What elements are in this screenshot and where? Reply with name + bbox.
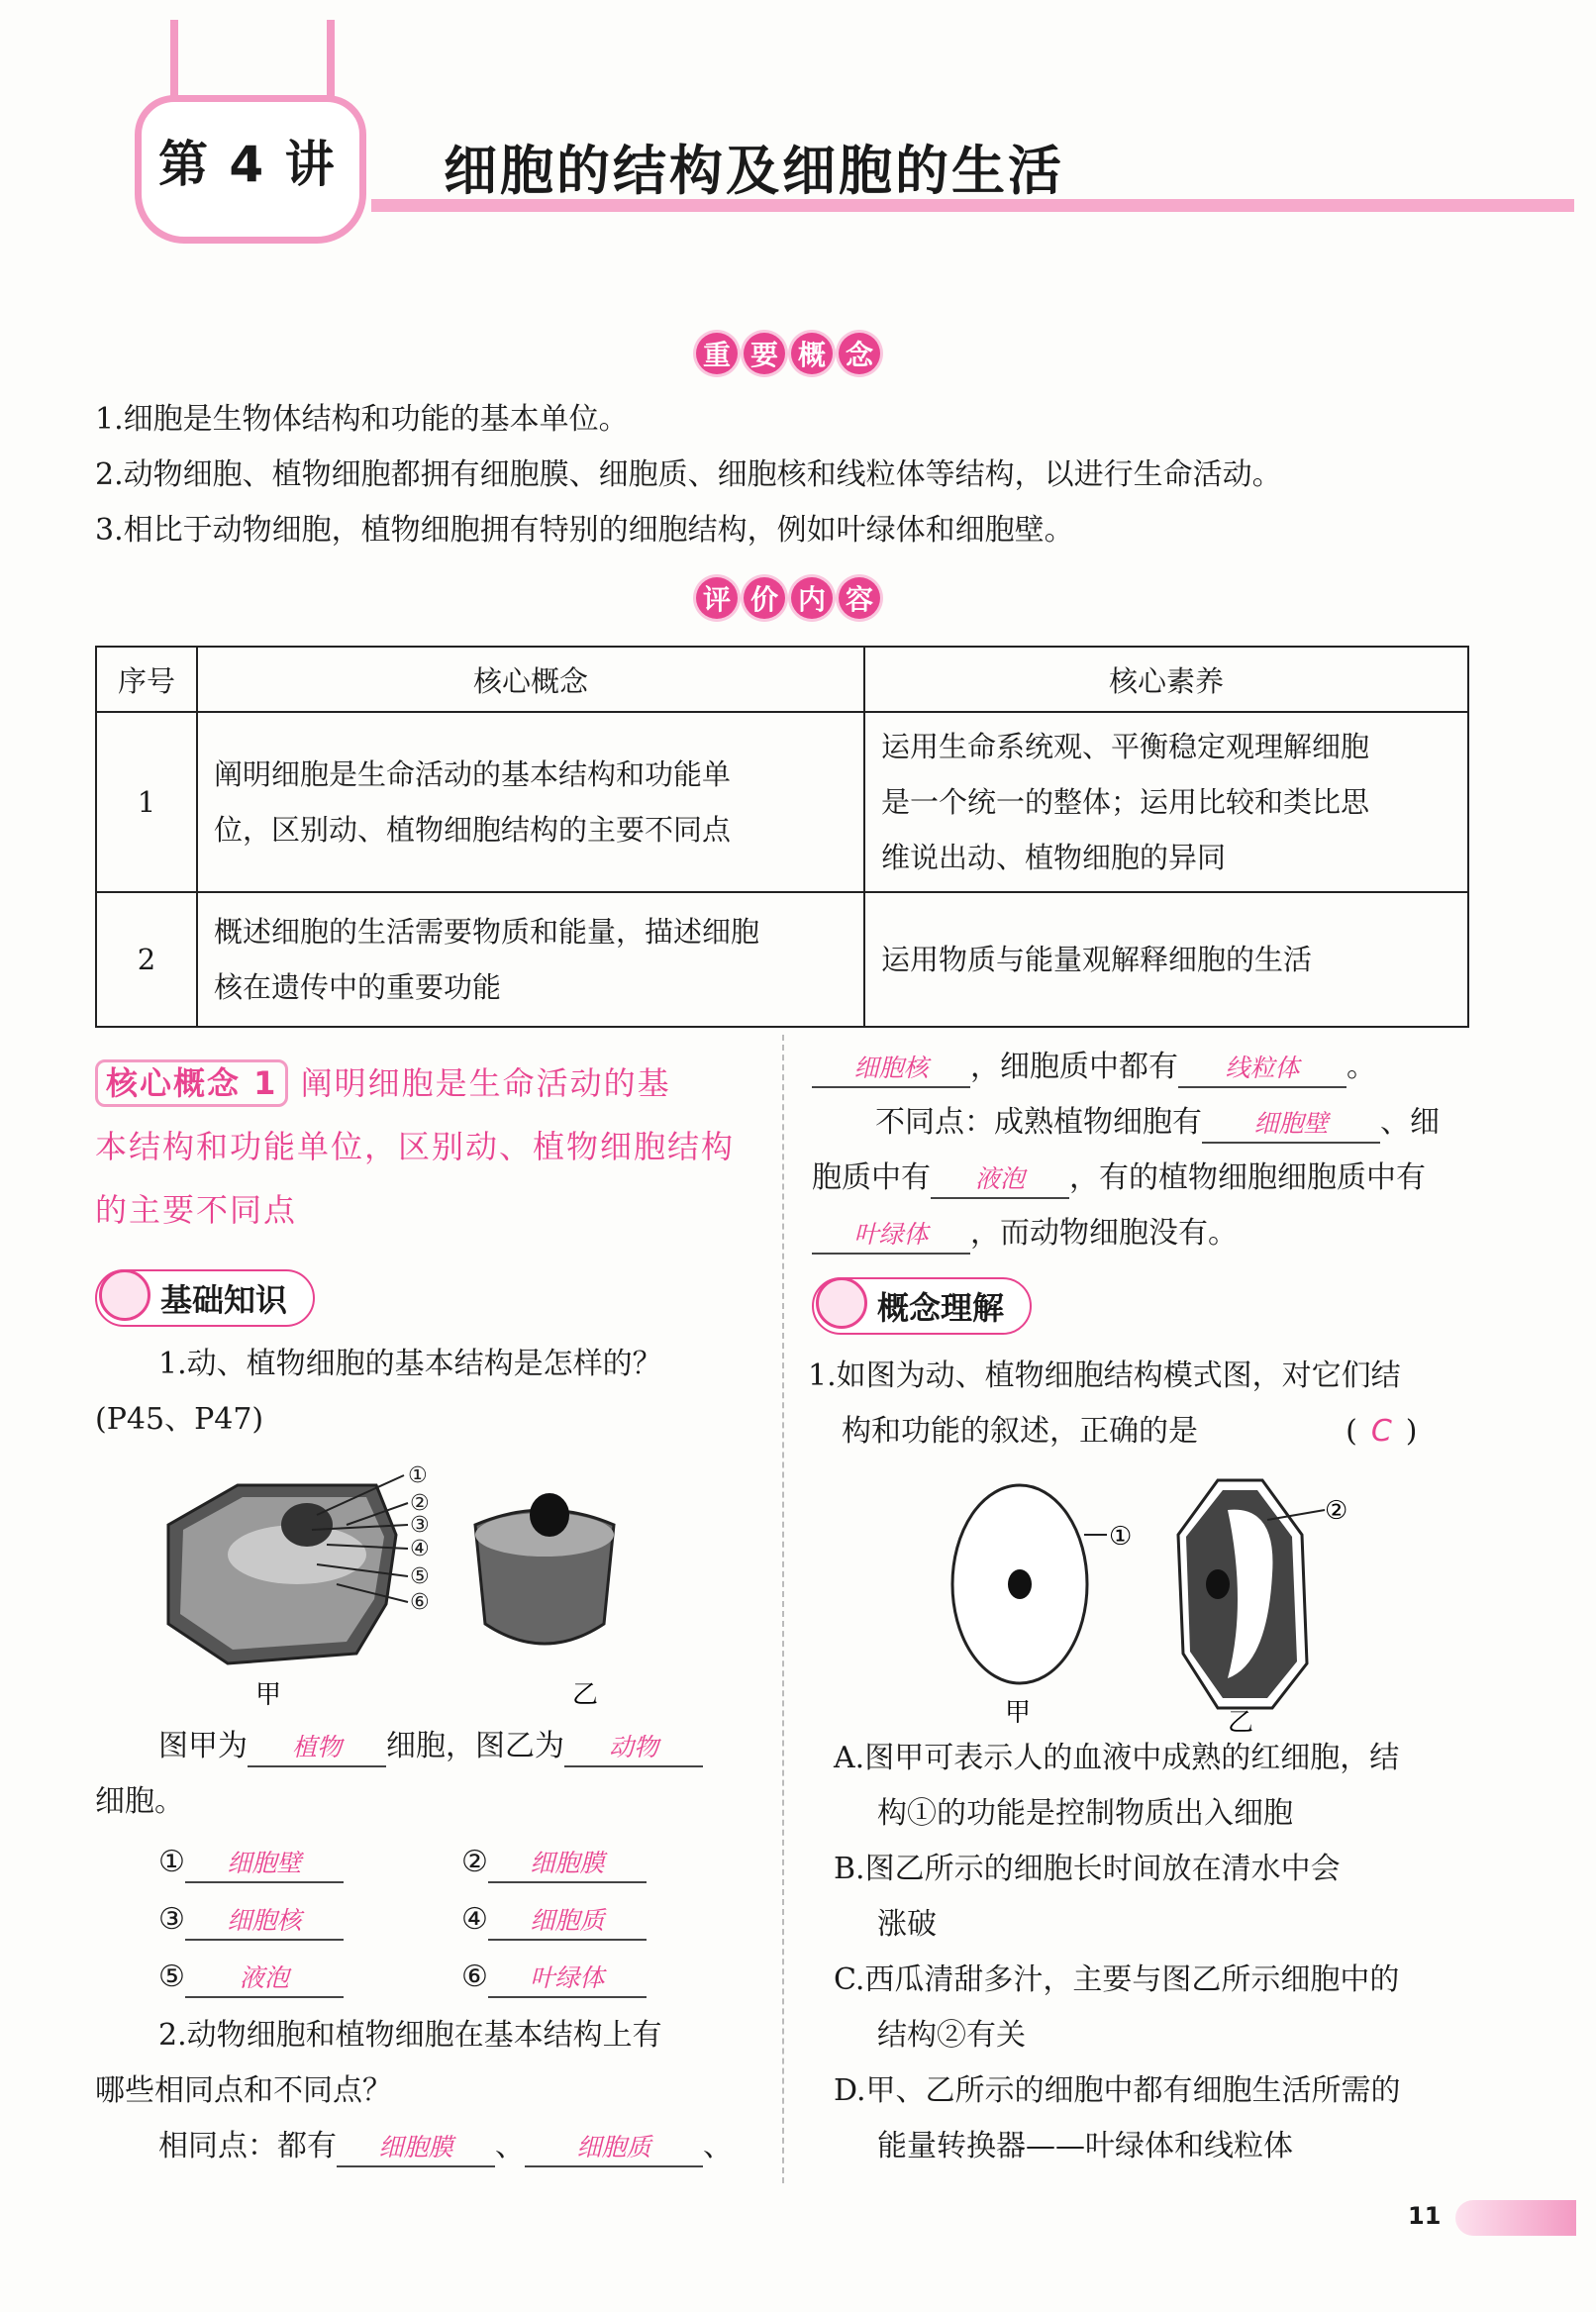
plant-cell-diagram [1178, 1480, 1347, 1733]
fig-label-a: 甲 [255, 1680, 282, 1710]
core-concept-label: 核心概念 1 [95, 1059, 288, 1107]
fig-part-label: ⑥ [410, 1590, 430, 1615]
animal-cell-illustration [475, 1493, 614, 1644]
option-a[interactable]: A.图甲可表示人的血液中成熟的红细胞，结 构①的功能是控制物质出入细胞 [834, 1741, 1400, 1831]
part-answers: ① 细胞壁 ② 细胞膜 ③ 细胞核 ④ 细胞质 ⑤ 液泡 ⑥ 叶绿体 [158, 1834, 647, 2006]
fig-part-label: ④ [410, 1537, 430, 1561]
table-row: 2 概述细胞的生活需要物质和能量，描述细胞 核在遗传中的重要功能 运用物质与能量观解释细胞的生活 [96, 892, 1468, 1027]
fill-cell-types: 图甲为 植物 细胞，图乙为 动物 细胞。 [95, 1719, 703, 1830]
animal-cell-diagram [952, 1485, 1132, 1728]
fig-part-label: ① [408, 1463, 428, 1488]
answer-choice: C [1370, 1414, 1392, 1449]
table-header: 核心素养 [864, 647, 1468, 712]
cell-3d-figure [149, 1456, 703, 1713]
lesson-number: 第 4 讲 [158, 136, 337, 193]
concept-item: 3.相比于动物细胞，植物细胞拥有特别的细胞结构，例如叶绿体和细胞壁。 [95, 513, 1074, 548]
concept-understanding-tag: 概念理解 [812, 1277, 1032, 1335]
option-d[interactable]: D.甲、乙所示的细胞中都有细胞生活所需的 能量转换器——叶绿体和线粒体 [834, 2073, 1401, 2163]
svg-text:乙: 乙 [1228, 1708, 1254, 1733]
plant-cell-illustration [168, 1485, 396, 1663]
concept-item: 1.细胞是生物体结构和功能的基本单位。 [95, 402, 629, 437]
header-strap-right [327, 20, 335, 99]
options-list [834, 1731, 1401, 2174]
table-header: 核心概念 [197, 647, 864, 712]
important-concepts-heading: 重 要 概 念 [696, 333, 880, 374]
basic-q2: 2.动物细胞和植物细胞在基本结构上有 哪些相同点和不同点？ 相同点：都有 细胞膜 、 细胞质 、 [95, 2008, 733, 2174]
option-c[interactable]: C.西瓜清甜多汁，主要与图乙所示细胞中的 结构②有关 [834, 1962, 1400, 2053]
fig-part-label: ⑤ [410, 1564, 430, 1589]
cell-diagram [931, 1465, 1446, 1733]
same-diff-continued: 细胞核 ，细胞质中都有 线粒体 。 不同点：成熟植物细胞有 细胞壁 、细 胞质中有 液泡 ，有的植物细胞细胞质中有 叶绿体 ，而动物细胞没有。 [812, 1040, 1440, 1261]
important-concepts-list [95, 392, 1282, 558]
fig-part-label: ② [410, 1491, 430, 1516]
core-concept-block: 核心概念 1 阐明细胞是生命活动的基 本结构和功能单位，区别动、植物细胞结构 的主要不同点 [95, 1052, 768, 1242]
basic-knowledge-tag: 基础知识 [95, 1269, 315, 1327]
table-header: 序号 [96, 647, 197, 712]
header-strap-left [170, 20, 178, 99]
concept-item: 2.动物细胞、植物细胞都拥有细胞膜、细胞质、细胞核和线粒体等结构，以进行生命活动。 [95, 457, 1282, 492]
column-divider [782, 1035, 784, 2183]
evaluation-table [95, 646, 1469, 1028]
book-icon [99, 1269, 150, 1321]
footer-bar [1455, 2200, 1576, 2236]
fig-part-label: ③ [410, 1513, 430, 1538]
svg-text:①: ① [1109, 1522, 1133, 1552]
svg-text:②: ② [1325, 1496, 1348, 1526]
table-row: 1 阐明细胞是生命活动的基本结构和功能单 位，区别动、植物细胞结构的主要不同点 运用生命系统观、平衡稳定观理解细胞 是一个统一的整体；运用比较和类比思 维说出动、植物细胞的异同 [96, 712, 1468, 892]
question-1: 1.如图为动、植物细胞结构模式图，对它们结 构和功能的叙述，正确的是 ( C ) [808, 1358, 1418, 1449]
evaluation-heading: 评 价 内 容 [696, 577, 880, 619]
lesson-title: 细胞的结构及细胞的生活 [444, 140, 1064, 202]
person-icon [816, 1277, 867, 1329]
basic-q1: 1.动、植物细胞的基本结构是怎样的？ (P45、P47) [95, 1347, 662, 1437]
page-number: 11 [1408, 2202, 1442, 2230]
option-b[interactable]: B.图乙所示的细胞长时间放在清水中会 涨破 [834, 1852, 1341, 1942]
svg-text:甲: 甲 [1005, 1698, 1032, 1728]
fig-label-b: 乙 [572, 1680, 599, 1710]
